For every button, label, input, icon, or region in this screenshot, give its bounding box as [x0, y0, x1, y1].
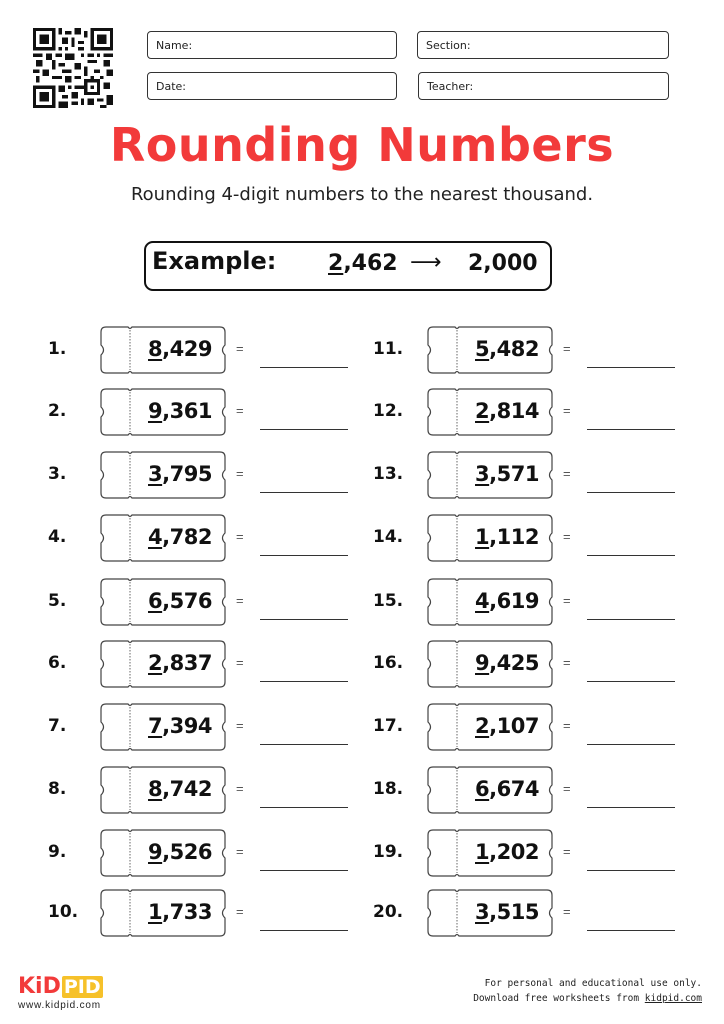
problem-value — [136, 900, 224, 924]
number-ticket — [427, 889, 553, 937]
thousands-digit: 3 — [475, 462, 490, 486]
thousands-digit: 2 — [148, 651, 163, 675]
number-ticket — [427, 766, 553, 814]
value-rest: ,619 — [489, 589, 539, 613]
thousands-digit: 8 — [148, 777, 163, 801]
equals-sign: = — [563, 718, 571, 733]
value-rest: ,674 — [489, 777, 539, 801]
problem-value — [463, 651, 551, 675]
value-rest: ,515 — [489, 900, 539, 924]
date-field[interactable] — [147, 72, 397, 100]
thousands-digit: 1 — [148, 900, 163, 924]
number-ticket — [427, 578, 553, 626]
problem-value — [463, 714, 551, 738]
problem-value — [463, 900, 551, 924]
thousands-digit: 1 — [475, 525, 490, 549]
number-ticket — [100, 703, 226, 751]
value-rest: ,742 — [162, 777, 212, 801]
problem-number: 5. — [48, 591, 67, 611]
thousands-digit: 3 — [475, 900, 490, 924]
qr-code-icon — [33, 28, 113, 108]
problem-value — [136, 589, 224, 613]
equals-sign: = — [563, 403, 571, 418]
problem-item-5 — [48, 578, 378, 626]
problem-item-17 — [375, 703, 705, 751]
number-ticket — [100, 766, 226, 814]
equals-sign: = — [563, 341, 571, 356]
equals-sign: = — [563, 904, 571, 919]
thousands-digit: 8 — [148, 337, 163, 361]
problem-number: 10. — [48, 902, 79, 922]
answer-line[interactable] — [587, 807, 675, 808]
problem-number: 4. — [48, 527, 67, 547]
number-ticket — [100, 889, 226, 937]
answer-line[interactable] — [260, 555, 348, 556]
problem-number: 17. — [373, 716, 404, 736]
thousands-digit: 6 — [148, 589, 163, 613]
equals-sign: = — [563, 593, 571, 608]
problem-number: 1. — [48, 339, 67, 359]
thousands-digit: 1 — [475, 840, 490, 864]
problem-item-12 — [375, 388, 705, 436]
example-number-rest: ,462 — [343, 251, 398, 276]
value-rest: ,394 — [162, 714, 212, 738]
problem-number: 19. — [373, 842, 404, 862]
answer-line[interactable] — [587, 744, 675, 745]
value-rest: ,782 — [162, 525, 212, 549]
answer-line[interactable] — [587, 681, 675, 682]
kidpid-link[interactable]: kidpid.com — [644, 993, 702, 1004]
problem-value — [463, 399, 551, 423]
problem-number: 20. — [373, 902, 404, 922]
value-rest: ,837 — [162, 651, 212, 675]
section-field-label: Section: — [426, 38, 471, 52]
problem-value — [136, 714, 224, 738]
problem-value — [136, 525, 224, 549]
equals-sign: = — [236, 593, 244, 608]
problem-number: 12. — [373, 401, 404, 421]
problem-number: 8. — [48, 779, 67, 799]
value-rest: ,361 — [162, 399, 212, 423]
section-field[interactable] — [417, 31, 669, 59]
answer-line[interactable] — [260, 870, 348, 871]
value-rest: ,795 — [162, 462, 212, 486]
number-ticket — [100, 326, 226, 374]
number-ticket — [100, 640, 226, 688]
problem-value — [463, 777, 551, 801]
value-rest: ,576 — [162, 589, 212, 613]
problem-item-13 — [375, 451, 705, 499]
equals-sign: = — [563, 529, 571, 544]
answer-line[interactable] — [260, 930, 348, 931]
kidpid-logo — [18, 974, 103, 999]
answer-line[interactable] — [587, 619, 675, 620]
footer-url: www.kidpid.com — [18, 1000, 101, 1011]
teacher-field[interactable] — [418, 72, 669, 100]
equals-sign: = — [236, 341, 244, 356]
answer-line[interactable] — [587, 930, 675, 931]
problem-value — [136, 651, 224, 675]
problem-item-11 — [375, 326, 705, 374]
thousands-digit: 2 — [475, 714, 490, 738]
problem-item-7 — [48, 703, 378, 751]
thousands-digit: 6 — [475, 777, 490, 801]
answer-line[interactable] — [260, 744, 348, 745]
equals-sign: = — [236, 718, 244, 733]
number-ticket — [427, 514, 553, 562]
problem-value — [136, 840, 224, 864]
problem-number: 13. — [373, 464, 404, 484]
example-label: Example: — [152, 247, 277, 275]
value-rest: ,814 — [489, 399, 539, 423]
example-box — [144, 241, 552, 291]
number-ticket — [427, 326, 553, 374]
footer-note-line1: For personal and educational use only. — [484, 978, 702, 989]
problem-item-18 — [375, 766, 705, 814]
answer-line[interactable] — [260, 681, 348, 682]
answer-line[interactable] — [260, 429, 348, 430]
problem-number: 18. — [373, 779, 404, 799]
value-rest: ,202 — [489, 840, 539, 864]
number-ticket — [427, 703, 553, 751]
teacher-field-label: Teacher: — [427, 79, 474, 93]
equals-sign: = — [236, 844, 244, 859]
example-underlined-digit: 2 — [328, 251, 344, 276]
answer-line[interactable] — [260, 492, 348, 493]
problem-item-1 — [48, 326, 378, 374]
number-ticket — [100, 829, 226, 877]
problem-item-9 — [48, 829, 378, 877]
thousands-digit: 4 — [148, 525, 163, 549]
answer-line[interactable] — [587, 555, 675, 556]
answer-line[interactable] — [587, 367, 675, 368]
problem-item-3 — [48, 451, 378, 499]
thousands-digit: 9 — [148, 399, 163, 423]
equals-sign: = — [236, 781, 244, 796]
answer-line[interactable] — [587, 429, 675, 430]
number-ticket — [427, 451, 553, 499]
logo-kid-text: KiD — [18, 974, 61, 999]
problem-number: 3. — [48, 464, 67, 484]
problem-item-20 — [375, 889, 705, 937]
value-rest: ,733 — [162, 900, 212, 924]
example-number — [328, 251, 398, 276]
problem-item-16 — [375, 640, 705, 688]
problem-value — [136, 337, 224, 361]
number-ticket — [427, 640, 553, 688]
equals-sign: = — [236, 904, 244, 919]
value-rest: ,429 — [162, 337, 212, 361]
problem-item-4 — [48, 514, 378, 562]
number-ticket — [100, 388, 226, 436]
thousands-digit: 9 — [475, 651, 490, 675]
answer-line[interactable] — [260, 367, 348, 368]
answer-line[interactable] — [260, 807, 348, 808]
problem-value — [463, 525, 551, 549]
problem-value — [136, 462, 224, 486]
problem-value — [136, 777, 224, 801]
problem-number: 7. — [48, 716, 67, 736]
value-rest: ,107 — [489, 714, 539, 738]
problem-number: 11. — [373, 339, 404, 359]
number-ticket — [427, 388, 553, 436]
problem-number: 9. — [48, 842, 67, 862]
problem-number: 15. — [373, 591, 404, 611]
name-field-label: Name: — [156, 38, 193, 52]
problem-value — [463, 840, 551, 864]
thousands-digit: 5 — [475, 337, 490, 361]
footer-note-prefix: Download free worksheets from — [473, 993, 645, 1004]
date-field-label: Date: — [156, 79, 186, 93]
right-arrow-icon: ⟶ — [410, 250, 442, 275]
name-field[interactable] — [147, 31, 397, 59]
problem-number: 2. — [48, 401, 67, 421]
problem-value — [463, 337, 551, 361]
value-rest: ,425 — [489, 651, 539, 675]
problem-value — [463, 589, 551, 613]
value-rest: ,482 — [489, 337, 539, 361]
page-subtitle: Rounding 4-digit numbers to the nearest thousand. — [130, 184, 594, 205]
problem-item-15 — [375, 578, 705, 626]
value-rest: ,571 — [489, 462, 539, 486]
thousands-digit: 9 — [148, 840, 163, 864]
problem-number: 16. — [373, 653, 404, 673]
problem-item-14 — [375, 514, 705, 562]
problem-item-8 — [48, 766, 378, 814]
value-rest: ,526 — [162, 840, 212, 864]
problem-value — [136, 399, 224, 423]
thousands-digit: 7 — [148, 714, 163, 738]
equals-sign: = — [563, 844, 571, 859]
equals-sign: = — [563, 781, 571, 796]
problem-item-6 — [48, 640, 378, 688]
problem-value — [463, 462, 551, 486]
answer-line[interactable] — [587, 870, 675, 871]
problem-item-10 — [48, 889, 378, 937]
problem-number: 6. — [48, 653, 67, 673]
number-ticket — [427, 829, 553, 877]
answer-line[interactable] — [260, 619, 348, 620]
equals-sign: = — [236, 655, 244, 670]
footer-note-line2 — [473, 991, 702, 1006]
equals-sign: = — [236, 529, 244, 544]
problem-item-2 — [48, 388, 378, 436]
thousands-digit: 2 — [475, 399, 490, 423]
number-ticket — [100, 514, 226, 562]
number-ticket — [100, 578, 226, 626]
number-ticket — [100, 451, 226, 499]
equals-sign: = — [563, 655, 571, 670]
equals-sign: = — [236, 466, 244, 481]
equals-sign: = — [236, 403, 244, 418]
answer-line[interactable] — [587, 492, 675, 493]
page-title: Rounding Numbers — [109, 118, 615, 172]
problem-number: 14. — [373, 527, 404, 547]
thousands-digit: 3 — [148, 462, 163, 486]
footer-note — [473, 976, 702, 1006]
equals-sign: = — [563, 466, 571, 481]
thousands-digit: 4 — [475, 589, 490, 613]
example-result: 2,000 — [468, 251, 538, 276]
logo-pid-text: PID — [63, 975, 101, 998]
value-rest: ,112 — [489, 525, 539, 549]
problem-item-19 — [375, 829, 705, 877]
